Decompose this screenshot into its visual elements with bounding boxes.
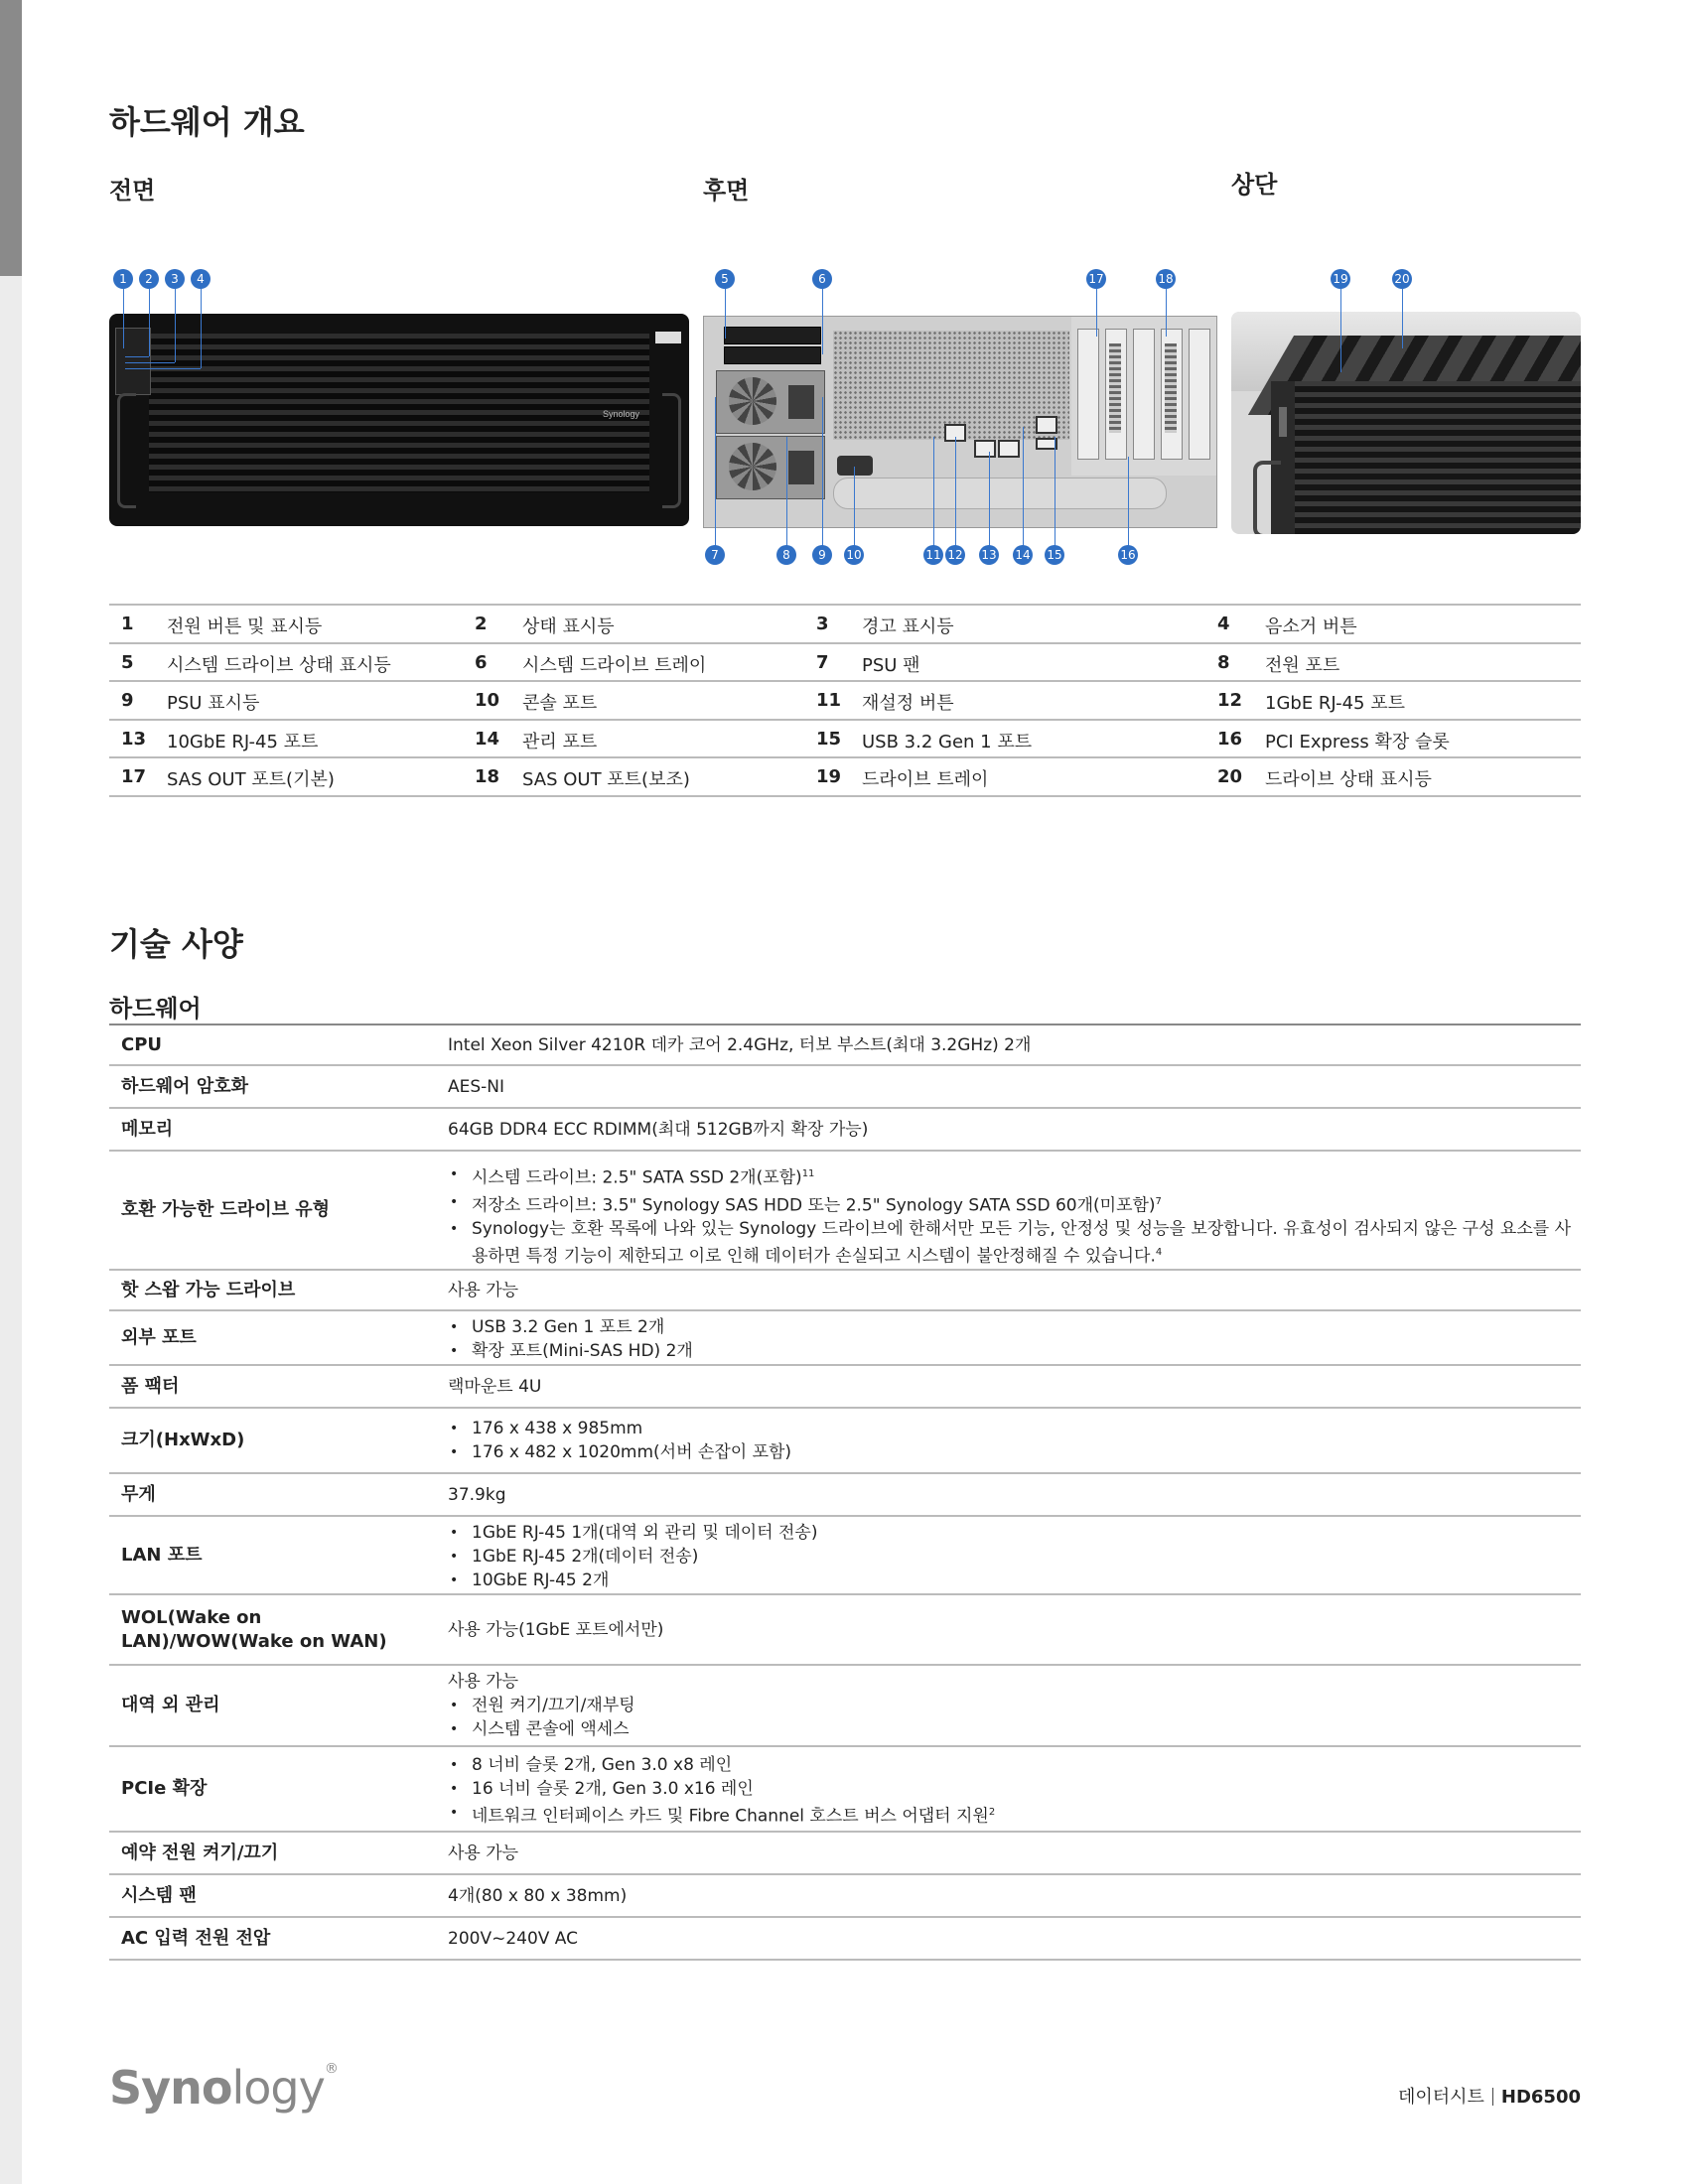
legend-label: 재설정 버튼 [862,693,954,714]
spec-list-item [448,1417,1571,1440]
legend-label: SAS OUT 포트(보조) [522,769,690,790]
spec-list-item [448,1440,1571,1464]
front-brand-label: Synology [602,409,639,419]
pcie-slot [1133,329,1155,460]
footnote-mark: 4 [1155,1247,1163,1259]
spec-value [448,1417,1571,1464]
marker-badge: 13 [979,545,999,565]
spec-list-item-text: 저장소 드라이브: 3.5" Synology SAS HDD 또는 2.5" Synology SATA SSD 60개(미포함) [472,1195,1156,1216]
spec-value [448,1483,1571,1507]
leader-line [715,397,716,546]
tech-specs-title: 기술 사양 [109,925,243,963]
rear-bottom-rail [833,478,1167,509]
rear-title: 후면 [703,177,750,205]
top-title: 상단 [1231,171,1278,199]
leader-line [822,289,823,354]
pcie-slot [1077,329,1099,460]
spec-list-item-text: 전원 켜기/끄기/재부팅 [472,1696,635,1715]
spec-list-item-text: 1GbE RJ-45 1개(대역 외 관리 및 데이터 전송) [472,1523,818,1543]
spec-value [448,1927,1571,1951]
spec-list-item-text: 16 너비 슬롯 2개, Gen 3.0 x16 레인 [472,1779,754,1799]
front-badge-slot [655,332,681,343]
legend-label: 1GbE RJ-45 포트 [1265,693,1405,714]
spec-value-text: 사용 가능 [448,1843,519,1863]
marker-badge: 14 [1013,545,1033,565]
leader-line [125,368,201,369]
leader-line [1128,457,1129,546]
hardware-subtitle: 하드웨어 [109,995,202,1023]
logo-bold: Syno [109,2061,232,2115]
front-view-photo [109,314,689,526]
leader-line [201,289,202,368]
spec-list-item [448,1521,1571,1545]
front-grille [149,334,649,492]
legend-number: 13 [121,728,147,750]
front-control-panel [115,328,151,395]
leader-line [989,452,990,546]
spec-key: CPU [121,1033,163,1055]
legend-label: 시스템 드라이브 상태 표시등 [167,654,391,676]
legend-row [109,682,1581,721]
spec-value [448,1162,1571,1269]
spec-key: 시스템 팬 [121,1884,197,1906]
legend-label: 관리 포트 [522,731,598,752]
psu-fan-icon [729,443,776,490]
spec-value-text: 37.9kg [448,1484,506,1505]
spec-row [109,1833,1581,1875]
legend-number: 4 [1217,614,1230,634]
rear-view-photo [703,316,1217,528]
spec-row [109,1066,1581,1109]
marker-badge: 18 [1156,269,1176,289]
leader-line [854,467,855,546]
leader-line [1023,427,1024,546]
spec-value-text: 4개(80 x 80 x 38mm) [448,1885,628,1906]
legend-row [109,644,1581,683]
psu-unit [716,436,825,499]
spec-row [109,1109,1581,1152]
spec-key: 크기(HxWxD) [121,1430,245,1450]
spec-row [109,1152,1581,1271]
spec-key: LAN 포트 [121,1544,203,1566]
spec-list-item-text: 확장 포트(Mini-SAS HD) 2개 [472,1341,693,1361]
spec-key: 무게 [121,1483,156,1505]
drive-status-led [1279,407,1287,437]
legend-label: 음소거 버튼 [1265,616,1357,637]
spec-value-list [448,1417,1571,1464]
footer-separator [1492,2088,1493,2106]
spec-key: PCIe 확장 [121,1778,208,1799]
spec-key: 핫 스왑 가능 드라이브 [121,1279,296,1300]
leader-line [125,362,175,363]
footer-model: HD6500 [1500,2087,1581,2108]
marker-badge: 10 [844,545,864,565]
spec-value-text: 사용 가능 [448,1280,519,1300]
spec-value [448,1315,1571,1363]
legend-number: 9 [121,690,134,711]
front-title: 전면 [109,177,156,205]
spec-value-text: AES-NI [448,1076,505,1097]
spec-value [448,1618,1571,1642]
leader-line [933,437,934,546]
marker-badge: 15 [1045,545,1064,565]
spec-value-text: 사용 가능(1GbE 포트에서만) [448,1619,664,1640]
legend-label: 경고 표시등 [862,616,954,637]
psu-indicator [788,451,814,484]
spec-value [448,1075,1571,1099]
spec-row [109,1366,1581,1409]
footer-doc-info [1398,2083,1581,2109]
legend-number: 12 [1217,690,1243,711]
legend-label: 전원 버튼 및 표시등 [167,616,323,637]
spec-row [109,1747,1581,1833]
spec-list-item-text: 8 너비 슬롯 2개, Gen 3.0 x8 레인 [472,1755,733,1775]
spec-value [448,1753,1571,1829]
legend-number: 6 [475,651,488,673]
spec-value-list [448,1694,1571,1741]
spec-list-item-text: 176 x 482 x 1020mm(서버 손잡이 포함) [472,1442,792,1462]
spec-list-item-text: 176 x 438 x 985mm [472,1419,643,1438]
spec-value-list [448,1315,1571,1363]
page-edge-accent [0,0,22,276]
leader-line [786,437,787,546]
spec-list-item [448,1801,1571,1829]
spec-value [448,1884,1571,1908]
psu-unit [716,370,825,434]
leader-line [955,437,956,546]
spec-key: 폼 팩터 [121,1375,180,1397]
spec-value-text: 64GB DDR4 ECC RDIMM(최대 512GB까지 확장 가능) [448,1119,869,1140]
legend-label: USB 3.2 Gen 1 포트 [862,731,1033,752]
psu-indicator [788,385,814,419]
marker-badge: 3 [165,269,185,289]
synology-logo [109,2061,338,2115]
logo-mark: ® [324,2061,338,2077]
system-drive-tray [724,327,821,344]
spec-value-text: Intel Xeon Silver 4210R 데카 코어 2.4GHz, 터보 부스트(최대 3.2GHz) 2개 [448,1034,1032,1055]
spec-value [448,1375,1571,1399]
pcie-slot [1161,329,1183,460]
legend-label: SAS OUT 포트(기본) [167,769,335,790]
legend-number: 8 [1217,651,1230,673]
leader-line [725,289,726,339]
legend-number: 17 [121,766,147,787]
spec-row [109,1875,1581,1918]
marker-badge: 2 [139,269,159,289]
spec-list-item [448,1217,1571,1269]
management-port [1036,416,1057,434]
spec-value [448,1118,1571,1142]
leader-line [125,356,149,357]
legend-label: 시스템 드라이브 트레이 [522,654,707,676]
spec-value [448,1033,1571,1057]
spec-list-item-text: 1GbE RJ-45 2개(데이터 전송) [472,1547,699,1567]
logo-light: logy [231,2061,325,2115]
spec-value-text: 랙마운트 4U [448,1376,542,1397]
spec-row [109,1474,1581,1517]
marker-badge: 17 [1086,269,1106,289]
legend-number: 10 [475,690,500,711]
leader-line [1402,289,1403,348]
top-front-grille [1295,381,1581,534]
legend-row [109,606,1581,644]
spec-row [109,1517,1581,1595]
legend-number: 11 [816,690,842,711]
spec-value-list [448,1521,1571,1592]
rj45-port [974,440,996,458]
spec-row [109,1595,1581,1666]
spec-list-item-text: 시스템 콘솔에 액세스 [472,1719,630,1739]
spec-row [109,1271,1581,1311]
spec-value [448,1279,1571,1302]
spec-list-item-text: USB 3.2 Gen 1 포트 2개 [472,1317,665,1337]
spec-list-item-text: 10GbE RJ-45 2개 [472,1570,610,1590]
marker-badge: 6 [812,269,832,289]
marker-badge: 7 [705,545,725,565]
spec-key: 예약 전원 켜기/끄기 [121,1842,279,1863]
pcie-slot [1189,329,1210,460]
spec-list-item [448,1162,1571,1190]
footnote-mark: 7 [1155,1195,1162,1207]
spec-row [109,1918,1581,1961]
spec-value [448,1842,1571,1865]
footer-doc-label: 데이터시트 [1397,2087,1484,2108]
spec-list-item [448,1569,1571,1592]
hardware-overview-title: 하드웨어 개요 [109,103,305,141]
rj45-port [998,440,1020,458]
spec-key: 하드웨어 암호화 [121,1075,248,1097]
spec-value-list [448,1753,1571,1829]
spec-value [448,1521,1571,1592]
spec-list-item-text: Synology는 호환 목록에 나와 있는 Synology 드라이브에 한해서만 모든 기능, 안정성 및 성능을 보장합니다. 유효성이 검사되지 않은 구성 요소를 사용하면 특정 기능이 제한되고 이로 인해 데이터가 손실되고 시스템이 불안정해질 수 있습니다. [472,1219,1572,1267]
spec-key: 메모리 [121,1118,174,1140]
spec-row [109,1025,1581,1066]
spec-value [448,1670,1571,1741]
leader-line [1096,289,1097,337]
spec-value-list [448,1162,1571,1269]
legend-number: 18 [475,766,500,787]
spec-row [109,1409,1581,1474]
legend-label: 드라이브 상태 표시등 [1265,769,1432,790]
page-edge-strip [0,0,22,2184]
leader-line [123,289,124,348]
legend-number: 2 [475,614,488,634]
legend-number: 5 [121,651,134,673]
front-handle-left [117,393,136,508]
footnote-mark: 2 [988,1807,996,1818]
spec-list-item [448,1753,1571,1777]
spec-value-text: 200V~240V AC [448,1928,579,1949]
legend-number: 1 [121,614,134,634]
spec-row [109,1311,1581,1366]
spec-list-item [448,1717,1571,1741]
legend-row [109,758,1581,797]
leader-line [149,289,150,356]
legend-number: 3 [816,614,829,634]
spec-list-item [448,1694,1571,1717]
legend-row [109,721,1581,759]
spec-list-item-text: 네트워크 인터페이스 카드 및 Fibre Channel 호스트 버스 어댑터 지원 [472,1806,989,1827]
system-drive-tray [724,346,821,364]
spec-list-item [448,1777,1571,1801]
sas-card [1165,343,1177,433]
legend-label: PSU 표시등 [167,693,260,714]
spec-key: 호환 가능한 드라이브 유형 [121,1199,331,1220]
spec-row [109,1666,1581,1747]
sas-card [1109,343,1121,433]
legend-number: 16 [1217,728,1243,750]
pcie-area [1071,317,1216,476]
leader-line [1340,289,1341,372]
spec-key: WOL(Wake on LAN)/WOW(Wake on WAN) [121,1606,387,1652]
marker-badge: 12 [945,545,965,565]
legend-label: 10GbE RJ-45 포트 [167,731,319,752]
marker-badge: 8 [776,545,796,565]
legend-label: PCI Express 확장 슬롯 [1265,731,1450,752]
leader-line [1166,289,1167,337]
legend-number: 19 [816,766,842,787]
marker-badge: 4 [191,269,211,289]
top-view-photo [1231,312,1581,534]
marker-badge: 20 [1392,269,1412,289]
spec-key: 외부 포트 [121,1326,197,1348]
spec-value-text: 사용 가능 [448,1672,519,1692]
footnote-mark: 11 [801,1168,815,1179]
marker-badge: 16 [1118,545,1138,565]
spec-list-item [448,1190,1571,1218]
marker-badge: 5 [715,269,735,289]
leader-line [175,289,176,362]
hardware-spec-table [109,1024,1581,1961]
legend-label: 상태 표시등 [522,616,615,637]
marker-badge: 19 [1331,269,1350,289]
marker-badge: 1 [113,269,133,289]
leader-line [822,397,823,546]
spec-key: 대역 외 관리 [121,1695,220,1715]
legend-number: 15 [816,728,842,750]
console-port [837,456,873,476]
pcie-slot [1105,329,1127,460]
psu-fan-icon [729,377,776,425]
spec-list-item-text: 시스템 드라이브: 2.5" SATA SSD 2개(포함) [472,1167,802,1188]
spec-list-item [448,1545,1571,1569]
legend-number: 7 [816,651,829,673]
spec-list-item [448,1339,1571,1363]
legend-label: 전원 포트 [1265,654,1340,676]
top-handle [1253,461,1281,534]
marker-badge: 9 [812,545,832,565]
legend-number: 20 [1217,766,1243,787]
component-legend-table [109,604,1581,797]
front-handle-right [662,393,681,508]
marker-badge: 11 [923,545,943,565]
spec-key: AC 입력 전원 전압 [121,1927,271,1949]
legend-label: 콘솔 포트 [522,693,598,714]
legend-label: 드라이브 트레이 [862,769,989,790]
legend-number: 14 [475,728,500,750]
legend-label: PSU 팬 [862,654,920,676]
spec-list-item [448,1315,1571,1339]
